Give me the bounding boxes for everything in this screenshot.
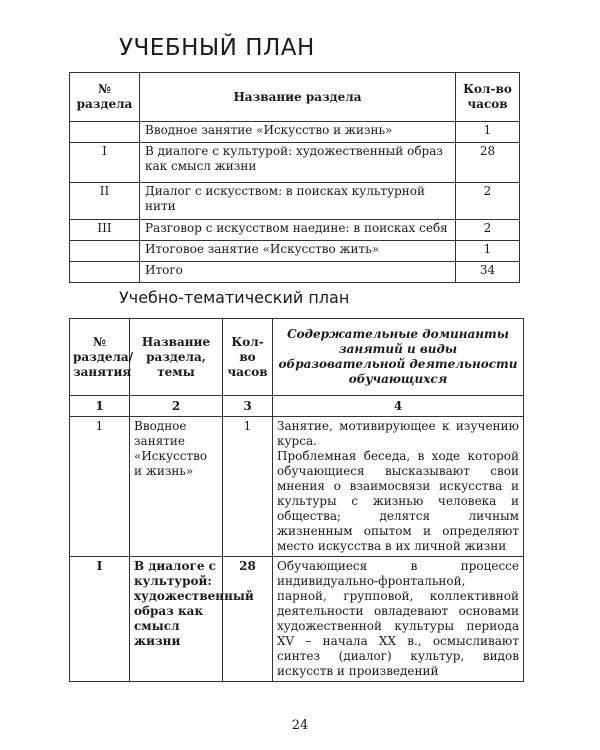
table-row — [70, 262, 520, 283]
cell-content — [273, 557, 524, 682]
column-index: 1 — [70, 396, 130, 417]
table-row — [70, 122, 520, 143]
table-row — [70, 241, 520, 262]
cell-number — [70, 241, 140, 262]
table-header-row — [70, 319, 524, 396]
column-index-row — [70, 396, 524, 417]
cell-number: I — [70, 557, 130, 682]
cell-hours: 2 — [456, 220, 520, 241]
content-paragraph: Проблемная беседа, в ходе которой обучающиеся высказывают свои мнения о взаимосвязи искусства и культуры с жизнью человека и общества; делятся личным жизненным опытом и определяют место искусства в их личной жизни — [277, 449, 519, 553]
table-header-row — [70, 73, 520, 122]
cell-name: Итоговое занятие «Искусство жить» — [140, 241, 456, 262]
column-index: 2 — [130, 396, 223, 417]
cell-number: 1 — [70, 417, 130, 557]
content-paragraph: Занятие, мотивирующее к изучению курса. — [277, 419, 519, 448]
cell-name: Итого — [140, 262, 456, 283]
column-index: 4 — [273, 396, 524, 417]
cell-hours: 28 — [223, 557, 273, 682]
table-row — [70, 143, 520, 183]
table-row — [70, 417, 524, 557]
section-subtitle: Учебно-тематический план — [119, 288, 350, 307]
cell-number: III — [70, 220, 140, 241]
page-title: УЧЕБНЫЙ ПЛАН — [119, 35, 315, 61]
cell-hours: 28 — [456, 143, 520, 183]
header-section-number: № раздела/ занятия — [70, 319, 130, 396]
cell-hours: 1 — [456, 122, 520, 143]
cell-number: I — [70, 143, 140, 183]
header-hours: Кол-во часов — [223, 319, 273, 396]
cell-hours: 34 — [456, 262, 520, 283]
cell-number: II — [70, 183, 140, 220]
study-plan-table — [69, 72, 520, 283]
header-section-number: № раздела — [70, 73, 140, 122]
page-number: 24 — [291, 718, 309, 733]
cell-name: Вводное занятие «Искусство и жизнь» — [130, 417, 223, 557]
header-content: Содержательные доминанты занятий и виды образовательной деятельности обучающихся — [273, 319, 524, 396]
cell-name: Разговор с искусством наедине: в поисках себя — [140, 220, 456, 241]
table-row — [70, 557, 524, 682]
cell-hours: 1 — [223, 417, 273, 557]
cell-name: В диалоге с культурой: художественный образ как смысл жизни — [140, 143, 456, 183]
cell-hours: 1 — [456, 241, 520, 262]
header-hours: Кол-во часов — [456, 73, 520, 122]
thematic-plan-table — [69, 318, 524, 682]
table-row — [70, 220, 520, 241]
cell-name: В диалоге с культурой: художественный образ как смысл жизни — [130, 557, 223, 682]
cell-number — [70, 122, 140, 143]
cell-number — [70, 262, 140, 283]
column-index: 3 — [223, 396, 273, 417]
cell-name: Диалог с искусством: в поисках культурной нити — [140, 183, 456, 220]
table-row — [70, 183, 520, 220]
content-paragraph: Обучающиеся в процессе индивидуально-фронтальной, парной, групповой, коллективной деятельности овладевают основами художественной культуры периода XV – начала XX в., осмысливают синтез (диалог) культур, видов искусств и произведений — [277, 559, 519, 678]
cell-name: Вводное занятие «Искусство и жизнь» — [140, 122, 456, 143]
cell-content — [273, 417, 524, 557]
cell-hours: 2 — [456, 183, 520, 220]
header-section-name: Название раздела — [140, 73, 456, 122]
header-section-name: Название раздела, темы — [130, 319, 223, 396]
